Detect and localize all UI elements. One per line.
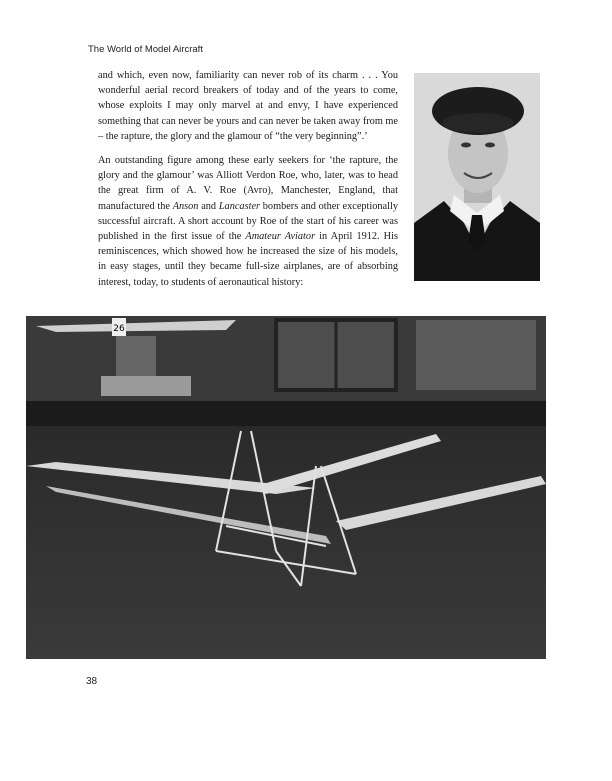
portrait-image: [414, 73, 540, 281]
model-number-label: 26: [113, 324, 125, 334]
model-aircraft-image: [26, 316, 546, 659]
magazine-name: Amateur Aviator: [245, 231, 316, 243]
running-header: The World of Model Aircraft: [88, 44, 203, 55]
lancaster-name: Lancaster: [218, 200, 261, 212]
anson-name: Anson: [172, 200, 199, 212]
roe-paragraph: An outstanding figure among these early seekers for ‘the rapture, the glory and the glamour’ was Alliott Verdon Roe, who, later, was to head the great firm of A. V. Roe (Avro), Manchester, England, that manufactured the Anson and Lancaster bombers and other exceptionally successful aircraft. A short account by Roe of the start of his career was published in the first issue of the Amateur Aviator in April 1912. His reminiscences, which showed how he increased the size of his models, in easy stages, until they became full-size airplanes, are of absorbing interest, today, to students of aeronautical history:: [98, 155, 398, 288]
body-text: [98, 68, 398, 290]
model-aircraft-photo: [26, 316, 546, 659]
portrait-photo: [414, 73, 540, 281]
quote-continued-paragraph: and which, even now, familiarity can never rob of its charm . . . You wonderful aerial record breakers of today and of the years to come, whose exploits I may only marvel at and envy, I have experienced something that can never be yours and can never be taken away from me – the rapture, the glory and the glamour of “the very beginning”.’: [98, 70, 398, 142]
page-number: 38: [86, 676, 98, 687]
